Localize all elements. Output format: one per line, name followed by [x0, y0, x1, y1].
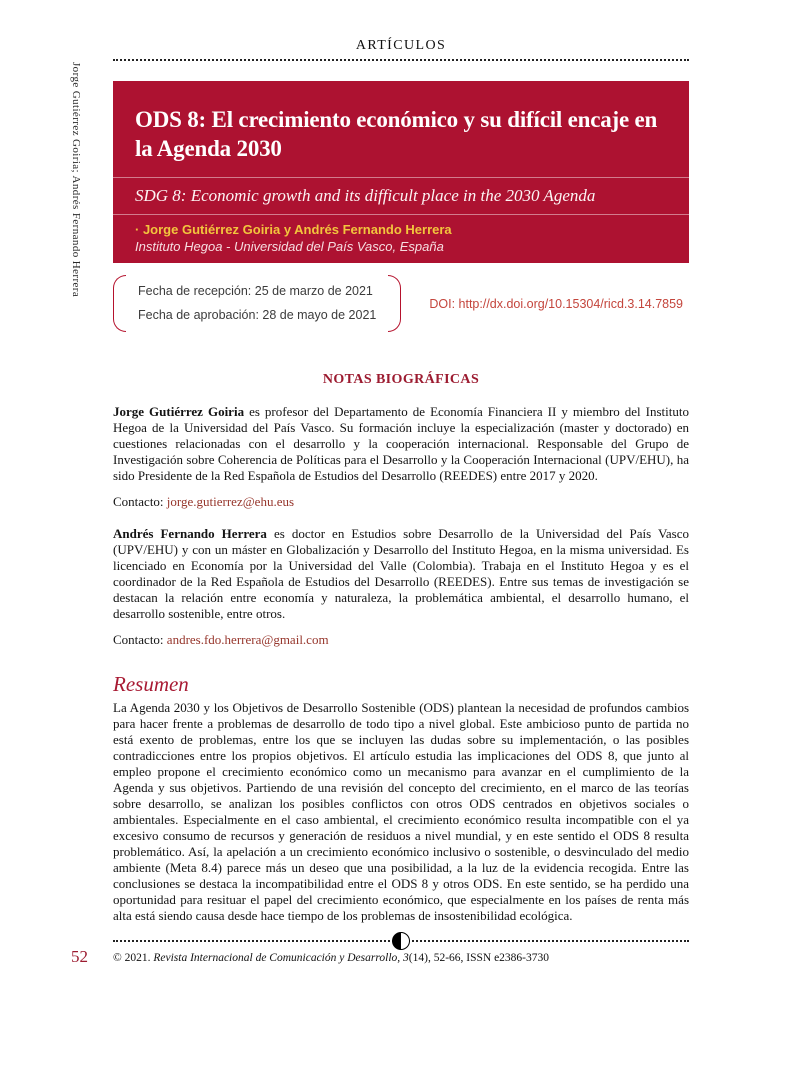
footer	[71, 947, 689, 967]
abstract-heading: Resumen	[113, 672, 189, 697]
bio-text: es doctor en Estudios sobre Desarrollo de la Universidad del País Vasco (UPV/EHU) y con un máster en Globalización y Desarrollo del Instituto Hegoa, en la misma universidad. Es licenciado en Economía por la Universidad del Valle (Colombia). Trabaja en el Instituto Hegoa y es el coordinador de la Red Española de Estudios del Desarrollo (REEDES). Entre sus temas de investigación se destacan la relación entre economía y naturaleza, la problemática ambiental, el desarrollo humano, el desarrollo sostenible, entre otros.	[113, 526, 689, 622]
contact-label: Contacto:	[113, 494, 167, 510]
copyright-suffix: (14), 52-66, ISSN e2386-3730	[408, 952, 550, 965]
contact-line	[113, 632, 689, 648]
affiliation-line: Instituto Hegoa - Universidad del País Vasco, España	[135, 238, 444, 254]
bio-text: es profesor del Departamento de Economía Financiera II y miembro del Instituto Hegoa de la Universidad del País Vasco. Su formación incluye la especialización (master y doctorado) en cuestiones relacionadas con el desarrollo y la cooperación internacional. Responsable del Grupo de Investigación sobre Coherencia de Políticas para el Desarrollo y la Cooperación Internacional (UPV/EHU), ha sido Presidente de la Red Española de Estudios del Desarrollo (REEDES) entre 2017 y 2020.	[113, 404, 690, 484]
authors-line: · Jorge Gutiérrez Goiria y Andrés Fernando Herrera	[135, 221, 452, 237]
article-subtitle-en: SDG 8: Economic growth and its difficult place in the 2030 Agenda	[135, 185, 596, 205]
page-number: 52	[71, 947, 88, 967]
bio-paragraph	[113, 404, 689, 484]
title-banner	[113, 81, 689, 263]
right-bracket-icon	[388, 275, 401, 333]
email-link[interactable]: andres.fdo.herrera@gmail.com	[166, 632, 329, 648]
copyright-prefix: © 2021.	[113, 952, 154, 965]
bio-author-name: Jorge Gutiérrez Goiria	[113, 404, 245, 420]
top-dotted-divider	[113, 59, 689, 61]
journal-name: Revista Internacional de Comunicación y Desarrollo, 3	[153, 952, 409, 965]
section-label: ARTÍCULOS	[355, 38, 447, 53]
left-bracket-icon	[113, 275, 126, 333]
contact-line	[113, 494, 689, 510]
bio-section-heading: NOTAS BIOGRÁFICAS	[322, 372, 480, 388]
reception-date: Fecha de recepción: 25 de marzo de 2021	[138, 283, 373, 298]
meta-row	[113, 275, 689, 333]
bottom-dotted-divider	[113, 940, 689, 942]
bio-author-name: Andrés Fernando Herrera	[113, 526, 267, 542]
dates-box	[113, 275, 401, 333]
article-title: ODS 8: El crecimiento económico y su difícil encaje en la Agenda 2030	[135, 107, 658, 161]
half-filled-circle-icon	[392, 932, 410, 950]
contact-label: Contacto:	[113, 632, 167, 648]
side-vertical-authors: Jorge Gutiérrez Goiria; Andrés Fernando Herrera	[70, 62, 82, 298]
dates-text	[126, 275, 388, 333]
bio-paragraph	[113, 526, 689, 622]
abstract-text: La Agenda 2030 y los Objetivos de Desarrollo Sostenible (ODS) plantean la necesidad de profundos cambios para hacer frente a problemas de desarrollo de todo tipo a nivel global. Este ambicioso punto de partida no está exento de problemas, entre los que se incluyen las dudas sobre su implementación, o las posibles contradicciones entre los propios objetivos. El artículo estudia las implicaciones del ODS 8, que junto al empleo propone el crecimiento económico como un mecanismo para avanzar en el cumplimiento de la Agenda y sus objetivos. Partiendo de una revisión del concepto del crecimiento, en el marco de las teorías sobre desarrollo, se analizan los posibles conflictos con otros ODS centrados en objetivos sociales o ambientales. Especialmente en el caso ambiental, el crecimiento económico resulta incompatible con el ya excesivo consumo de recursos y generación de residuos a nivel mundial, y en este sentido el ODS 8 resulta problemático. Así, la apelación a un crecimiento económico inclusivo o sostenible, o desvinculado del medio ambiente (Meta 8.4) parece más un deseo que una posibilidad, a la luz de la evidencia recogida. Entre las conclusiones se destaca la incompatibilidad entre el ODS 8 y otros ODS. En este sentido, se ha perdido una oportunidad para resituar el papel del crecimiento económico, que especialmente en los países de renta más alta está siendo causa desde hace tiempo de los problemas de insostenibilidad ecológica.	[113, 700, 689, 924]
approval-date: Fecha de aprobación: 28 de mayo de 2021	[138, 307, 377, 322]
email-link[interactable]: jorge.gutierrez@ehu.eus	[166, 494, 295, 510]
doi-link[interactable]: DOI: http://dx.doi.org/10.15304/ricd.3.14.7859	[429, 296, 683, 311]
